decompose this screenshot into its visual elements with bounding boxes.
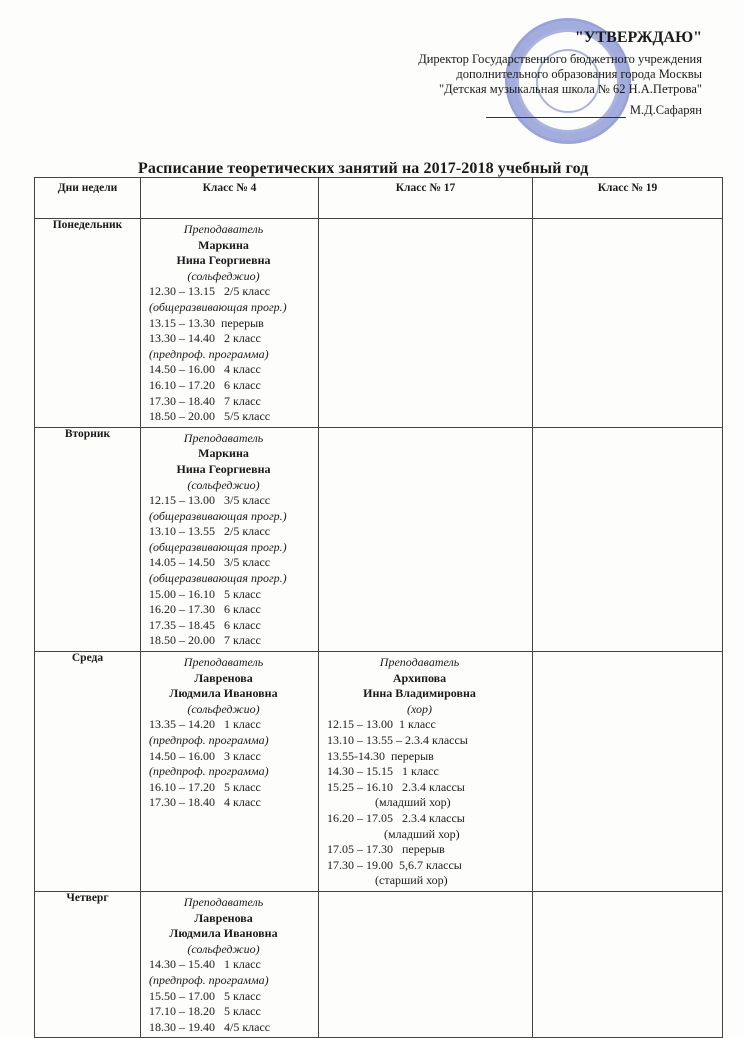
program-note: (общеразвивающая прогр.) [149,539,287,554]
time-slot: 18.50 – 20.00 5/5 класс [149,409,271,424]
time-slot: 17.30 – 18.40 7 класс [149,393,261,408]
time-slot: 13.10 – 13.55 2/5 класс [149,524,271,539]
class-19-cell [533,652,723,892]
header-class-19: Класс № 19 [533,178,723,219]
approval-title: "УТВЕРЖДАЮ" [574,29,702,46]
class-19-cell [533,427,723,651]
teacher-role: Преподаватель [183,222,264,236]
time-slot: 12.15 – 13.00 1 класс [327,717,436,732]
subject: (сольфеджио) [187,477,260,492]
time-slot: 12.30 – 13.15 2/5 класс [149,284,271,299]
time-slot: 17.30 – 19.00 5,6.7 классы [327,857,462,872]
program-note: (предпроф. программа) [149,733,269,747]
signature-row [372,103,702,118]
subject: (сольфеджио) [187,941,260,956]
program-note: (общеразвивающая прогр.) [149,508,287,523]
class-17-cell [319,427,533,651]
teacher-role: Преподаватель [183,430,264,445]
time-slot: 14.30 – 15.15 1 класс [327,764,439,779]
class-4-cell [141,219,319,428]
teacher-surname: Лавренова [194,910,253,925]
teacher-block [149,431,318,493]
time-slot: 16.10 – 17.20 6 класс [149,377,261,392]
time-slot: 15.00 – 16.10 5 класс [149,586,261,601]
teacher-role: Преподаватель [183,655,264,670]
approval-line-1: Директор Государственного бюджетного учреждения [418,52,702,66]
program-note: (общеразвивающая прогр.) [149,571,287,586]
class-4-cell [141,891,319,1037]
day-cell: Понедельник [35,219,141,428]
class-17-cell [319,219,533,428]
time-slot: 13.35 – 14.20 1 класс [149,717,261,732]
signature-name: М.Д.Сафарян [629,103,702,117]
teacher-surname: Лавренова [194,670,253,685]
time-slot: 16.20 – 17.05 2.3.4 классы [327,810,465,825]
class-19-cell [533,219,723,428]
time-slot: 13.15 – 13.30 перерыв [149,315,264,330]
program-note: (предпроф. программа) [149,764,269,779]
time-slot: 18.30 – 19.40 4/5 класс [149,1019,271,1034]
subject: (хор) [406,701,433,716]
time-slot: 14.50 – 16.00 3 класс [149,748,261,763]
teacher-surname: Маркина [198,237,249,252]
teacher-surname: Маркина [198,446,249,461]
group-note: (старший хор) [327,873,448,888]
time-slot: 14.05 – 14.50 3/5 класс [149,555,271,570]
time-slot: 13.10 – 13.55 – 2.3.4 классы [327,733,468,747]
teacher-role: Преподаватель [379,655,460,670]
table-row [35,891,723,1037]
time-slot: 14.30 – 15.40 1 класс [149,957,261,972]
time-slot: 17.10 – 18.20 5 класс [149,1004,261,1019]
header-days: Дни недели [35,178,141,219]
time-slot: 15.25 – 16.10 2.3.4 классы [327,779,465,794]
teacher-given-name: Инна Владимировна [363,686,476,701]
program-note: (предпроф. программа) [149,346,269,361]
day-cell: Среда [35,652,141,892]
approval-line-3: "Детская музыкальная школа № 62 Н.А.Петрова" [438,82,702,96]
day-cell: Четверг [35,891,141,1037]
teacher-block [149,222,318,284]
time-slot: 12.15 – 13.00 3/5 класс [149,493,271,508]
approval-block [372,28,702,118]
header-class-17: Класс № 17 [319,178,533,219]
table-row [35,652,723,892]
teacher-block [149,655,318,717]
subject: (сольфеджио) [187,268,260,283]
time-slot: 17.35 – 18.45 6 класс [149,617,261,632]
teacher-role: Преподаватель [183,894,264,909]
time-slot: 15.50 – 17.00 5 класс [149,988,261,1003]
time-slot: 13.55-14.30 перерыв [327,748,434,763]
program-note: (предпроф. программа) [149,972,269,987]
teacher-surname: Архипова [392,670,447,685]
page-title: Расписание теоретических занятий на 2017-2018 учебный год [138,160,589,177]
teacher-given-name: Людмила Ивановна [169,686,278,701]
class-4-cell [141,427,319,651]
signature-line [486,105,626,118]
time-slot: 16.20 – 17.30 6 класс [149,602,261,617]
class-17-cell [319,891,533,1037]
subject: (сольфеджио) [187,701,260,716]
class-17-cell [319,652,533,892]
time-slot: 14.50 – 16.00 4 класс [149,362,261,377]
teacher-given-name: Людмила Ивановна [169,926,278,941]
day-cell: Вторник [35,427,141,651]
schedule-table [34,177,723,1038]
program-note: (общеразвивающая прогр.) [149,299,287,314]
teacher-given-name: Нина Георгиевна [176,461,271,476]
class-19-cell [533,891,723,1037]
group-note: (младший хор) [327,795,451,810]
time-slot: 18.50 – 20.00 7 класс [149,633,261,648]
table-header-row [35,178,723,219]
teacher-given-name: Нина Георгиевна [176,253,271,268]
table-row [35,427,723,651]
time-slot: 13.30 – 14.40 2 класс [149,331,261,346]
header-class-4: Класс № 4 [141,178,319,219]
teacher-block [327,655,532,717]
class-4-cell [141,652,319,892]
approval-line-2: дополнительного образования города Москвы [456,67,702,81]
time-slot: 17.05 – 17.30 перерыв [327,842,445,857]
group-note: (младший хор) [327,826,460,841]
table-row [35,219,723,428]
time-slot: 16.10 – 17.20 5 класс [149,779,261,794]
time-slot: 17.30 – 18.40 4 класс [149,795,261,810]
teacher-block [149,895,318,957]
